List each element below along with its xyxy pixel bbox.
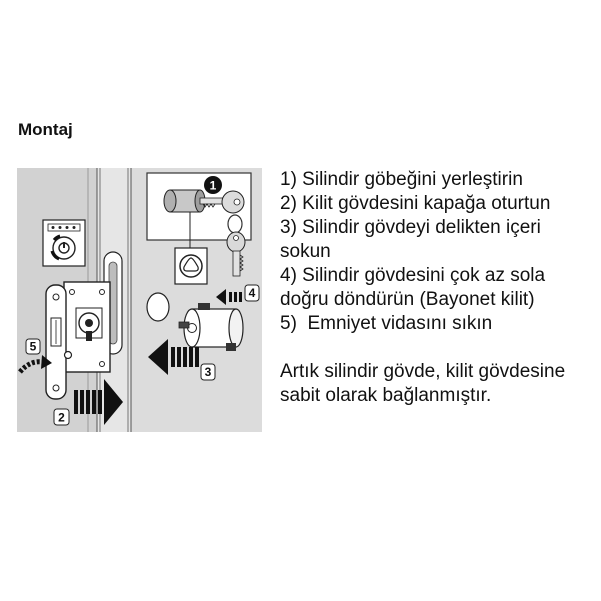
step-line: 5) Emniyet vidasını sıkın [280, 313, 493, 334]
key-slot-icon [63, 242, 65, 248]
door-hole [147, 293, 169, 321]
insert-arrow-stripe [171, 347, 175, 367]
step-line: sokun [280, 241, 331, 262]
section-heading: Montaj [18, 120, 73, 139]
rotate-arrow-stripe [239, 292, 242, 302]
step-line: 1) Silindir göbeğini yerleştirin [280, 169, 523, 190]
lock-screw [100, 362, 105, 367]
cylinder-cam-tail [226, 343, 236, 351]
inset-dot [73, 226, 76, 229]
hanging-key-blade-icon [233, 251, 240, 276]
cylinder-back-icon [164, 190, 176, 212]
step-line: doğru döndürün (Bayonet kilit) [280, 289, 535, 310]
key-head-icon [222, 191, 244, 213]
set-screw [65, 352, 72, 359]
push-arrow-stripe [92, 390, 96, 414]
note-line: sabit olarak bağlanmıştır. [280, 385, 492, 406]
step-line: 3) Silindir gövdeyi delikten içeri [280, 217, 541, 238]
cylinder-core [85, 319, 93, 327]
instruction-steps [280, 168, 550, 336]
push-arrow-stripe [86, 390, 90, 414]
step-line: 4) Silindir gövdesini çok az sola [280, 265, 546, 286]
push-arrow-stripe [80, 390, 84, 414]
step-1-label: 1 [209, 178, 217, 193]
hanging-key-hole-icon [234, 236, 239, 241]
step-4-label: 4 [248, 286, 256, 300]
key-blade-icon [200, 198, 223, 204]
step-2-label: 2 [58, 410, 65, 425]
insert-arrow-stripe [195, 347, 199, 367]
faceplate-screw [53, 385, 59, 391]
push-arrow-stripe [74, 390, 78, 414]
push-arrow-stripe [98, 390, 102, 414]
result-note [280, 360, 565, 408]
insert-arrow-stripe [177, 347, 181, 367]
inset-dot [59, 226, 62, 229]
inset-dot [52, 226, 55, 229]
lock-screw [100, 290, 105, 295]
note-line: Artık silindir gövde, kilit gövdesine [280, 361, 566, 382]
insert-arrow-stripe [189, 347, 193, 367]
faceplate-screw [53, 294, 59, 300]
insert-arrow-stripe [183, 347, 187, 367]
step-5-label: 5 [29, 339, 37, 354]
rotate-arrow-stripe [234, 292, 237, 302]
bayonet-tab [198, 303, 210, 310]
cylinder-peg [179, 322, 189, 328]
inset-dot [66, 226, 69, 229]
step-line: 2) Kilit gövdesini kapağa oturtun [280, 193, 551, 214]
hanging-key-head-icon [227, 232, 245, 252]
lock-screw [70, 290, 75, 295]
cylinder-housing-end [229, 309, 243, 347]
cylinder-cam [86, 331, 92, 341]
assembly-illustration [17, 168, 262, 432]
key-hole-icon [234, 199, 240, 205]
step-3-label: 3 [204, 365, 212, 379]
rotate-arrow-stripe [229, 292, 232, 302]
